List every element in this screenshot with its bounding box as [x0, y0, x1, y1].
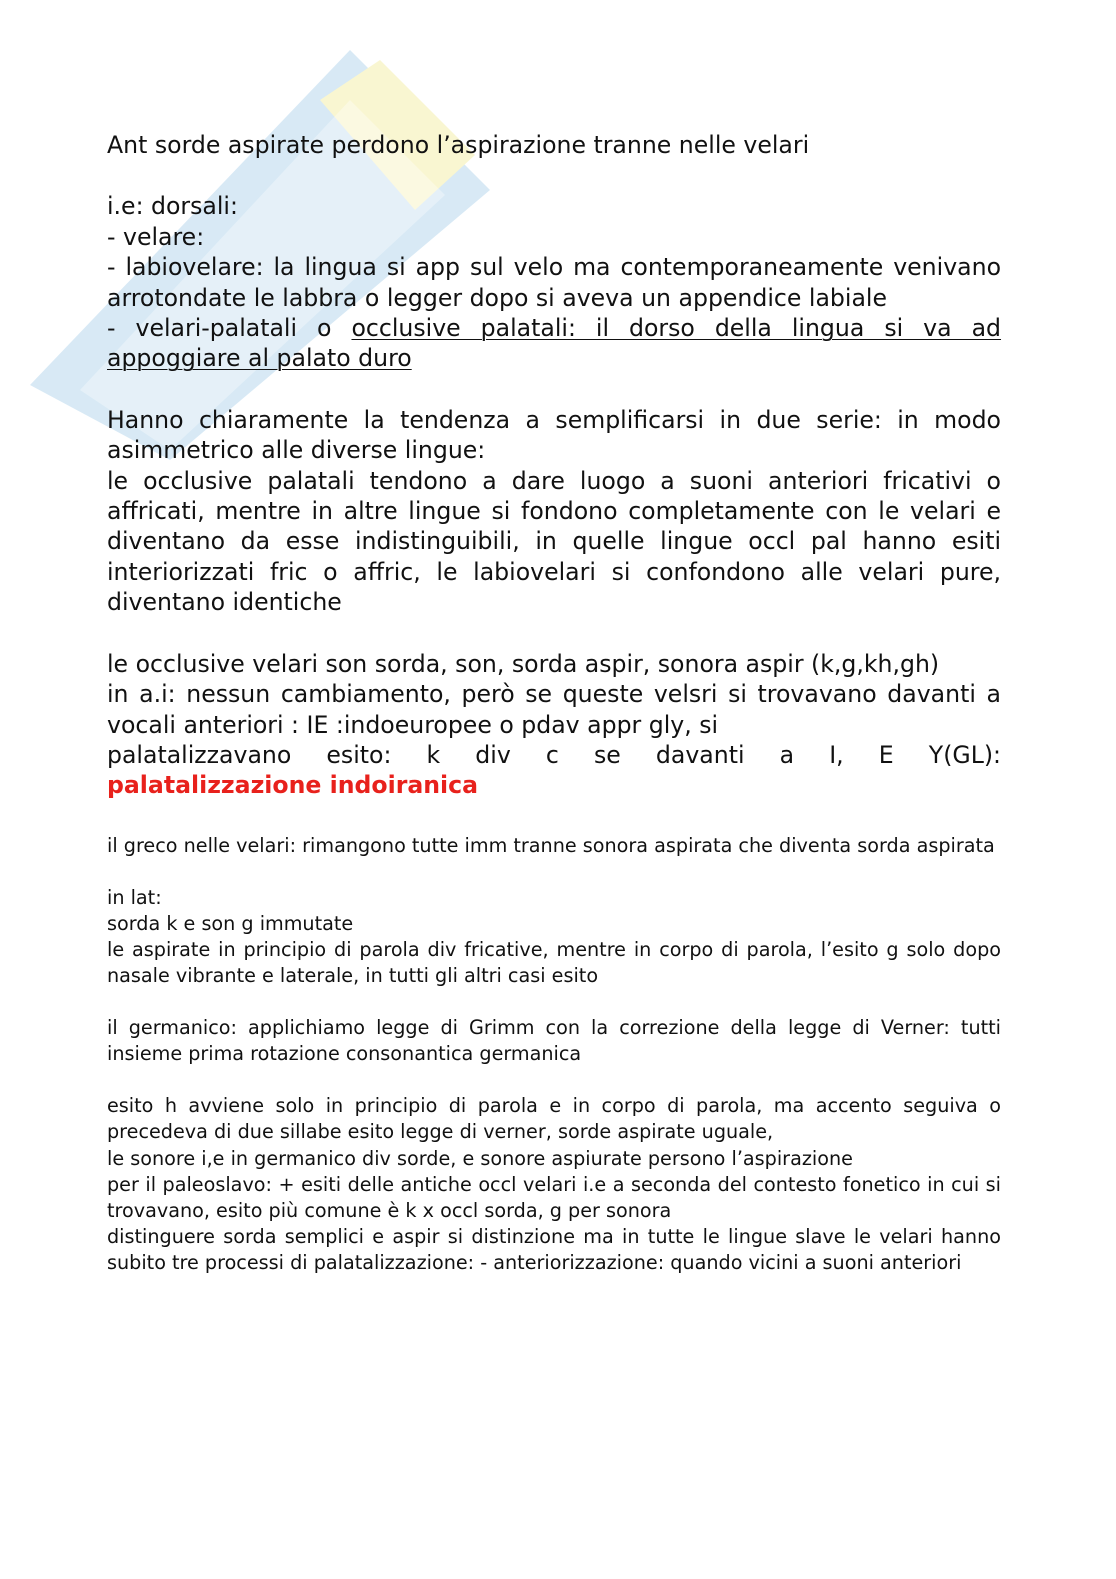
palatali-prefix: - velari-palatali o [107, 314, 332, 343]
velare-item: - velare: [107, 222, 205, 251]
tendenza-line-2: le occlusive palatali tendono a dare luogo a suoni anteriori fricativi o affricati, mentre in altre lingue si fondono completamente con le velari e diventano da esse indistinguibili, in quelle lingue occl pal hanno esiti interiorizzati fric o affric, le labiovelari si confondono alle velari pure, diventano identiche [107, 466, 1001, 617]
tendenza-line-1: Hanno chiaramente la tendenza a semplificarsi in due serie: in modo asimmetrico alle diverse lingue: [107, 405, 1001, 465]
palatali-underlined: occlusive palatali: il dorso della lingua si va ad appoggiare al palato duro [107, 314, 1002, 373]
latino-heading: in lat: [107, 885, 162, 909]
esito-line-b: le sonore i,e in germanico div sorde, e sonore aspiurate persono l’aspirazione [107, 1146, 853, 1170]
palatalizzazione-highlight: palatalizzazione indoiranica [107, 771, 479, 800]
velari-line-2a: in a.i: nessun cambiamento, però se queste velsri si trovavano davanti a vocali anteriori : IE :indoeuropee o pdav appr gly, si [107, 680, 1001, 739]
dorsali-heading: i.e: dorsali: [107, 192, 238, 221]
germanico-paragraph: il germanico: applichiamo legge di Grimm con la correzione della legge di Verner: tutti insieme prima rotazione consonantica germanica [107, 1016, 1001, 1066]
velari-line-2b: palatalizzavano esito: k div c se davanti a I, E Y(GL): [107, 740, 1001, 769]
latino-line-1: sorda k e son g immutate [107, 911, 354, 935]
velari-line-1: le occlusive velari son sorda, son, sorda aspir, sonora aspir (k,g,kh,gh) [107, 649, 940, 678]
greco-paragraph: il greco nelle velari: rimangono tutte imm tranne sonora aspirata che diventa sorda aspirata [107, 833, 995, 857]
velari-highlight-line [107, 770, 1001, 800]
esito-paragraph-a: esito h avviene solo in principio di parola e in corpo di parola, ma accento seguiva o precedeva di due sillabe esito legge di verner, sorde aspirate uguale, [107, 1094, 1001, 1144]
palatali-item [107, 313, 1001, 374]
labiovelare-item: - labiovelare: la lingua si app sul velo ma contemporaneamente venivano arrotondate le labbra o legger dopo si aveva un appendice labiale [107, 253, 1001, 312]
palatalizzazione-paragraph: distinguere sorda semplici e aspir si distinzione ma in tutte le lingue slave le velari hanno subito tre processi di palatalizzazione: - anteriorizzazione: quando vicini a suoni anteriori [107, 1224, 1001, 1274]
latino-line-2: le aspirate in principio di parola div fricative, mentre in corpo di parola, l’esito g solo dopo nasale vibrante e laterale, in tutti gli altri casi esito [107, 938, 1001, 988]
paleoslavo-paragraph: per il paleoslavo: + esiti delle antiche occl velari i.e a seconda del contesto fonetico in cui si trovavano, esito più comune è k x occl sorda, g per sonora [107, 1172, 1001, 1222]
document-page [107, 130, 1001, 1276]
intro-line: Ant sorde aspirate perdono l’aspirazione tranne nelle velari [107, 131, 810, 159]
